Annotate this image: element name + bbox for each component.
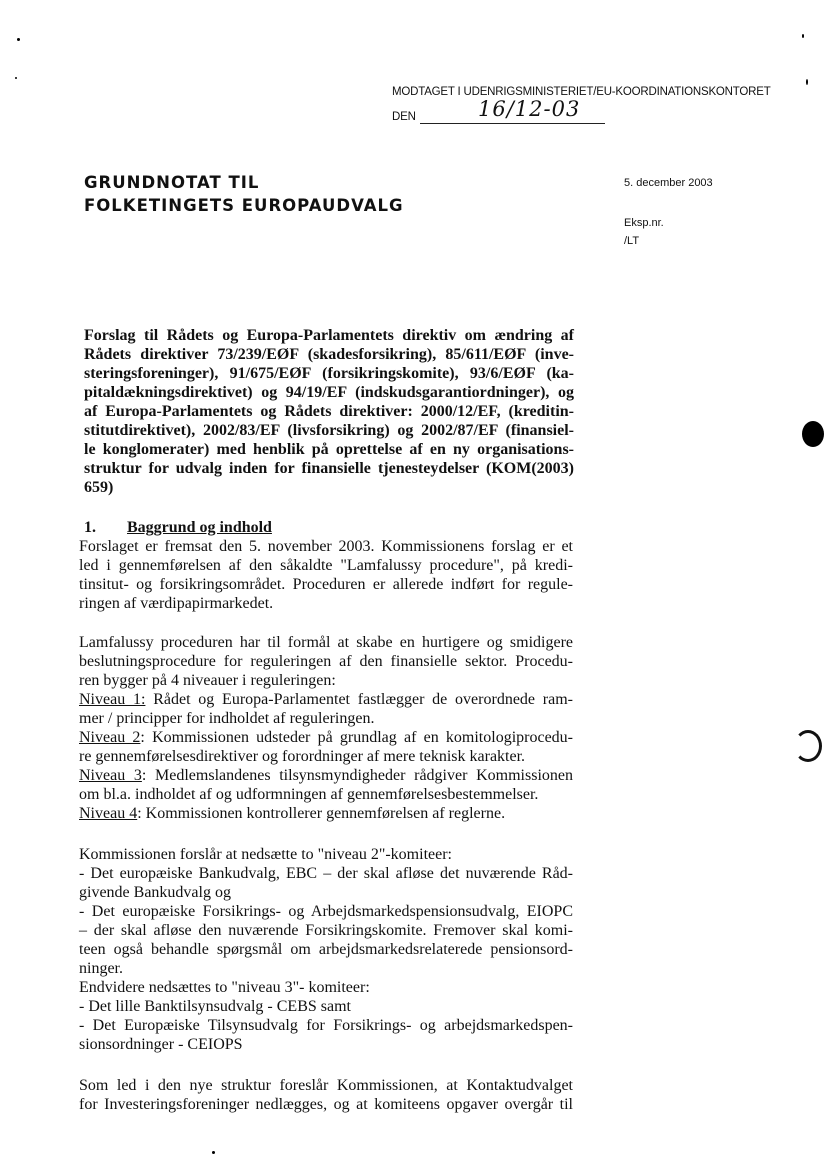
- paragraph-3: [79, 845, 573, 1054]
- level-1-line-1: Niveau 1: Rådet og Europa-Parlamentet fastlægger de overordnede ram-: [79, 691, 573, 708]
- document-date: 5. december 2003: [624, 177, 713, 189]
- text-line: Lamfalussy proceduren har til formål at skabe en hurtigere og smidigere: [79, 634, 573, 651]
- proposal-title-line: struktur for udvalg inden for finansielle tjenesteydelser (KOM(2003): [84, 460, 574, 477]
- text-line: Kommissionen forslår at nedsætte to "niveau 2"-komiteer:: [79, 846, 452, 863]
- levels-list: [79, 690, 573, 823]
- text-line: beslutningsprocedure for reguleringen af den finansielle sektor. Procedu-: [79, 653, 573, 670]
- scan-speck: [15, 77, 17, 79]
- proposal-title-line: pitaldækningsdirektivet) og 94/19/EF (indskudsgarantiordninger), og: [84, 384, 574, 401]
- level-label: Niveau 1:: [79, 691, 146, 708]
- level-1-line-2: mer / principper for indholdet af reguleringen.: [79, 710, 375, 727]
- text-line: for Investeringsforeninger nedlægges, og at komiteens opgaver overgår til: [79, 1096, 573, 1113]
- proposal-title-line: stitutdirektivet), 2002/83/EF (livsforsikring) og 2002/87/EF (finansiel-: [84, 422, 574, 439]
- scan-punch-hole-mark: [802, 421, 824, 447]
- proposal-title-line: 659): [84, 479, 114, 496]
- proposal-title-line: steringsforeninger), 91/675/EØF (forsikringskomite), 93/6/EØF (ka-: [84, 365, 574, 382]
- text-line: sionsordninger - CEIOPS: [79, 1036, 243, 1053]
- paragraph-1: [79, 537, 573, 613]
- text-line: Som led i den nye struktur foreslår Kommissionen, at Kontaktudvalget: [79, 1077, 573, 1094]
- level-3-line-1: Niveau 3: Medlemslandenes tilsynsmyndigheder rådgiver Kommissionen: [79, 767, 574, 784]
- proposal-title-line: af Europa-Parlamentets og Rådets direktiver: 2000/12/EF, (kreditin-: [84, 403, 574, 420]
- proposal-title-line: Rådets direktiver 73/239/EØF (skadesforsikring), 85/611/EØF (inve-: [84, 346, 574, 363]
- text-line: ringen af værdipapirmarkedet.: [79, 595, 274, 612]
- title-line-1: GRUNDNOTAT TIL: [84, 173, 260, 192]
- text-line: – der skal afløse den nuværende Forsikringskomite. Fremover skal komi-: [79, 922, 573, 939]
- level-label: Niveau 2: [79, 729, 141, 746]
- reference-label: Eksp.nr.: [624, 217, 664, 229]
- reference-code: /LT: [624, 235, 640, 247]
- text-line: - Det lille Banktilsynsudvalg - CEBS samt: [79, 998, 351, 1015]
- text-line: - Det europæiske Bankudvalg, EBC – der skal afløse det nuværende Råd-: [79, 865, 573, 882]
- level-4-line-1: Niveau 4: Kommissionen kontrollerer gennemførelsen af reglerne.: [79, 805, 506, 822]
- document-title: [84, 171, 404, 217]
- stamp-date-line: [420, 123, 605, 124]
- proposal-title-line: le konglomerater) med henblik på oprettelse af en ny organisations-: [84, 441, 574, 458]
- paragraph-4: [79, 1076, 573, 1114]
- level-2-line-2: re gennemførelsesdirektiver og forordninger af mere teknisk karakter.: [79, 748, 526, 765]
- scan-speck: [806, 79, 808, 85]
- scan-partial-hole-mark: [794, 730, 822, 762]
- text-line: tinsitut- og forsikringsområdet. Proceduren er allerede indført for regule-: [79, 576, 573, 593]
- title-line-2: FOLKETINGETS EUROPAUDVALG: [84, 196, 404, 215]
- text-line: teen også behandle spørgsmål om arbejdsmarkedsrelaterede pensionsord-: [79, 941, 573, 958]
- section-number: 1.: [84, 519, 96, 536]
- section-heading: Baggrund og indhold: [127, 519, 272, 536]
- received-label: MODTAGET I UDENRIGSMINISTERIET/EU-KOORDINATIONSKONTORET: [392, 86, 771, 98]
- stamp-date-handwritten: 16/12-03: [478, 97, 581, 121]
- text-line: led i gennemførelsen af den såkaldte "Lamfalussy procedure", på kredi-: [79, 557, 573, 574]
- text-line: ninger.: [79, 960, 123, 977]
- text-line: - Det Europæiske Tilsynsudvalg for Forsikrings- og arbejdsmarkedspen-: [79, 1017, 573, 1034]
- level-2-line-1: Niveau 2: Kommissionen udsteder på grundlag af en komitologiprocedu-: [79, 729, 574, 746]
- text-line: ren bygger på 4 niveauer i reguleringen:: [79, 672, 336, 689]
- proposal-title-line: Forslag til Rådets og Europa-Parlamentets direktiv om ændring af: [84, 327, 574, 344]
- text-line: - Det europæiske Forsikrings- og Arbejdsmarkedspensionsudvalg, EIOPC: [79, 903, 573, 920]
- scan-speck: [802, 34, 804, 38]
- level-3-line-2: om bl.a. indholdet af og udformningen af gennemførelsesbestemmelser.: [79, 786, 539, 803]
- text-line: givende Bankudvalg og: [79, 884, 231, 901]
- stamp-date-label: DEN: [392, 111, 416, 123]
- scan-speck: [212, 1151, 215, 1154]
- text-line: Endvidere nedsættes to "niveau 3"- komiteer:: [79, 979, 370, 996]
- paragraph-2: [79, 633, 573, 690]
- level-label: Niveau 4: [79, 805, 138, 822]
- proposal-title: [84, 326, 574, 497]
- text-line: Forslaget er fremsat den 5. november 2003. Kommissionens forslag er et: [79, 538, 573, 555]
- level-label: Niveau 3: [79, 767, 142, 784]
- scan-speck: [17, 38, 20, 41]
